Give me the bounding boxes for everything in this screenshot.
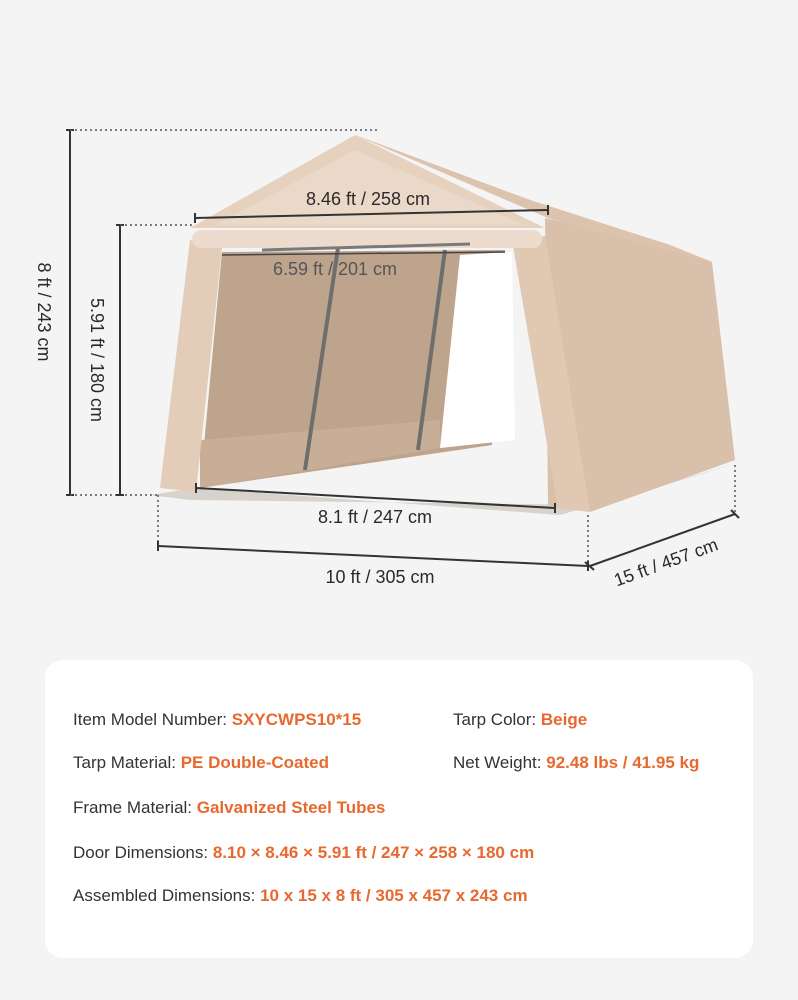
spec-card <box>45 660 753 958</box>
spec-value: 10 x 15 x 8 ft / 305 x 457 x 243 cm <box>260 886 528 905</box>
label-door-width: 8.1 ft / 247 cm <box>317 507 433 527</box>
spec-assembled-dimensions <box>73 886 528 906</box>
spec-label: Tarp Color: <box>453 710 541 729</box>
spec-tarp-color <box>453 710 587 730</box>
spec-value: Beige <box>540 710 588 729</box>
spec-value: SXYCWPS10*15 <box>231 710 362 729</box>
spec-value: PE Double-Coated <box>180 753 329 772</box>
spec-net-weight <box>453 753 699 773</box>
spec-label: Net Weight: <box>453 753 547 772</box>
spec-label: Tarp Material: <box>73 753 181 772</box>
label-base-width: 10 ft / 305 cm <box>325 567 435 587</box>
label-overall-height: 8 ft / 243 cm <box>34 262 54 362</box>
spec-tarp-material <box>73 753 329 773</box>
label-door-height: 5.91 ft / 180 cm <box>87 297 107 423</box>
spec-model <box>73 710 361 730</box>
label-inner-width: 6.59 ft / 201 cm <box>272 259 398 279</box>
spec-frame-material <box>73 798 385 818</box>
spec-value: 8.10 × 8.46 × 5.91 ft / 247 × 258 × 180 cm <box>212 843 535 862</box>
spec-label: Door Dimensions: <box>73 843 213 862</box>
label-depth: 15 ft / 457 cm <box>611 534 721 591</box>
spec-label: Assembled Dimensions: <box>73 886 261 905</box>
spec-value: Galvanized Steel Tubes <box>196 798 386 817</box>
spec-value: 92.48 lbs / 41.95 kg <box>546 753 700 772</box>
spec-label: Frame Material: <box>73 798 197 817</box>
spec-label: Item Model Number: <box>73 710 232 729</box>
label-roof-width: 8.46 ft / 258 cm <box>305 189 431 209</box>
dim-line-base-width <box>158 546 588 566</box>
spec-door-dimensions <box>73 843 534 863</box>
rolled-door <box>192 230 542 248</box>
